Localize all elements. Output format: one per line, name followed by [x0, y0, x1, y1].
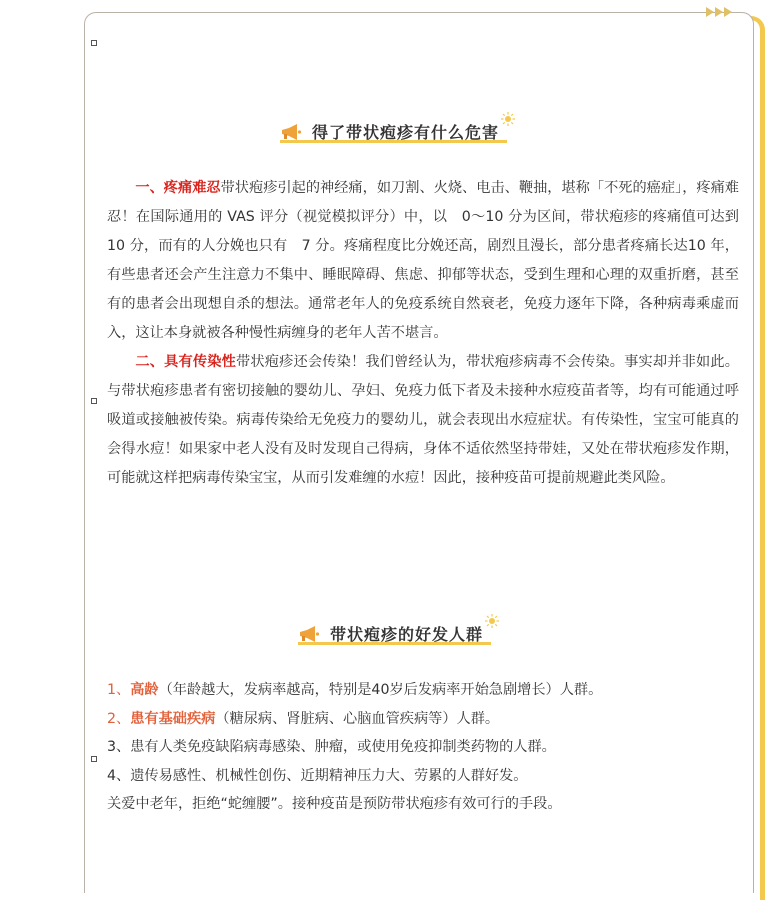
- section-title: 带状疱疹的好发人群: [330, 625, 484, 644]
- section-heading: [298, 622, 483, 645]
- paragraph-text: 带状疱疹引起的神经痛，如刀割、火烧、电击、鞭抽，堪称「不死的癌症」，疼痛难忍！在国际通用的 VAS 评分（视觉模拟评分）中，以 0～10 分为区间，带状疱疹的疼痛值可达到 10 分，而有的人分娩也只有 7 分。疼痛程度比分娩还高，剧烈且漫长，部分患者疼痛长达10 年，有些患者还会产生注意力不集中、睡眠障碍、焦虑、抑郁等状态，受到生理和心理的双重折磨，甚至有的患者会出现想自杀的想法。通常老年人的免疫系统自然衰老，免疫力逐年下降，各种病毒乘虚而入，这让本身就被各种慢性病缠身的老年人苦不堪言。: [107, 180, 754, 341]
- megaphone-icon: [298, 625, 320, 643]
- list-label: 患有基础疾病: [130, 710, 216, 727]
- marker-square: [91, 398, 97, 404]
- sun-icon: [485, 614, 499, 628]
- marker-square: [91, 40, 97, 46]
- risk-group-list: [107, 676, 747, 819]
- paragraph: [107, 174, 754, 348]
- paragraph-label: 二、具有传染性: [135, 354, 237, 370]
- list-number: 4、: [107, 767, 131, 784]
- list-number: 3、: [107, 739, 131, 755]
- list-item: [107, 733, 747, 762]
- paragraph-label: 一、疼痛难忍: [135, 180, 221, 196]
- list-label: 高龄: [130, 682, 159, 698]
- list-text: 患有人类免疫缺陷病毒感染、肿瘤，或使用免疫抑制类药物的人群。: [130, 739, 556, 755]
- list-number: 1、: [107, 682, 131, 698]
- list-text: （年龄越大，发病率越高，特别是40岁后发病率开始急剧增长）人群。: [158, 682, 603, 698]
- list-item: [107, 676, 747, 705]
- list-number: 2、: [107, 710, 131, 727]
- section-heading: [280, 120, 499, 143]
- section-body: [107, 174, 754, 493]
- chevron-arrows-icon: [706, 7, 733, 17]
- section-title: 得了带状疱疹有什么危害: [312, 123, 500, 142]
- list-item: [107, 762, 747, 791]
- list-item: [107, 705, 747, 734]
- paragraph-text: 带状疱疹还会传染！我们曾经认为，带状疱疹病毒不会传染。事实却并非如此。与带状疱疹患者有密切接触的婴幼儿、孕妇、免疫力低下者及未接种水痘疫苗者等，均有可能通过呼吸道或接触被传染。病毒传染给无免疫力的婴幼儿，就会表现出水痘症状。有传染性，宝宝可能真的会得水痘！如果家中老人没有及时发现自己得病，身体不适依然坚持带娃，又处在带状疱疹发作期，可能就这样把病毒传染宝宝，从而引发难缠的水痘！因此，接种疫苗可提前规避此类风险。: [107, 354, 739, 486]
- list-text: 遗传易感性、机械性创伤、近期精神压力大、劳累的人群好发。: [130, 767, 528, 784]
- megaphone-icon: [280, 123, 302, 141]
- paragraph: [107, 348, 739, 493]
- closing-text: 关爱中老年，拒绝“蛇缠腰”。接种疫苗是预防带状疱疹有效可行的手段。: [107, 796, 562, 812]
- marker-square: [91, 756, 97, 762]
- list-text: （糖尿病、肾脏病、心脑血管疾病等）人群。: [215, 710, 500, 727]
- sun-icon: [501, 112, 515, 126]
